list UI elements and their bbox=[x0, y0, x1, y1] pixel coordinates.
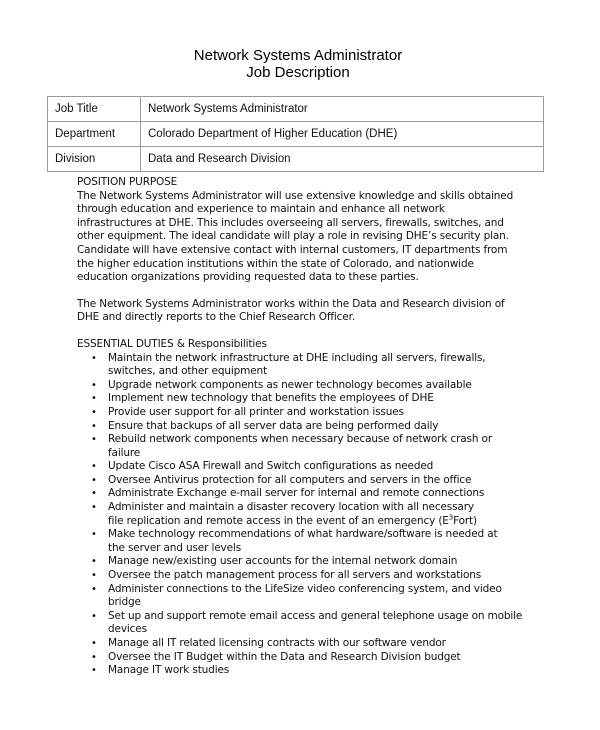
superscript-three: 3 bbox=[448, 513, 454, 522]
list-item bbox=[77, 664, 557, 678]
bullet-icon: • bbox=[91, 420, 97, 432]
table-row bbox=[48, 147, 544, 172]
duty-text: Upgrade network components as newer technology becomes available bbox=[108, 378, 472, 391]
job-info-table bbox=[47, 96, 544, 172]
duty-text: Maintain the network infrastructure at DHE including all servers, firewalls, switches, and other equipment bbox=[108, 351, 486, 378]
document-body bbox=[77, 176, 557, 678]
duty-text: Ensure that backups of all server data are being performed daily bbox=[108, 419, 439, 432]
bullet-icon: • bbox=[91, 406, 97, 418]
bullet-icon: • bbox=[91, 379, 97, 391]
title-line-2: Job Description bbox=[246, 64, 350, 81]
bullet-icon: • bbox=[91, 651, 97, 663]
job-title-label: Job Title bbox=[48, 97, 141, 122]
duty-text: Provide user support for all printer and workstation issues bbox=[108, 405, 404, 418]
document-title bbox=[0, 47, 596, 81]
duty-text: Rebuild network components when necessary because of network crash or failure bbox=[108, 433, 492, 459]
bullet-icon: • bbox=[91, 461, 97, 473]
duty-text: Manage all IT related licensing contracts with our software vendor bbox=[108, 637, 446, 649]
duties-list bbox=[77, 352, 557, 678]
table-row bbox=[48, 97, 544, 122]
list-item bbox=[77, 583, 557, 610]
title-line-1: Network Systems Administrator bbox=[193, 47, 403, 64]
list-item bbox=[77, 420, 557, 434]
duty-text: Manage IT work studies bbox=[108, 664, 230, 677]
list-item bbox=[77, 433, 557, 460]
bullet-icon: • bbox=[91, 434, 97, 446]
duty-text-suffix: Fort) bbox=[453, 514, 477, 527]
list-item bbox=[77, 555, 557, 569]
list-item bbox=[77, 528, 557, 555]
bullet-icon: • bbox=[91, 393, 97, 405]
table-row bbox=[48, 122, 544, 147]
reporting-paragraph: The Network Systems Administrator works within the Data and Research division of DHE and directly reports to the Chief Research Officer. bbox=[77, 297, 505, 324]
list-item bbox=[77, 460, 557, 474]
bullet-icon: • bbox=[91, 474, 97, 486]
list-item bbox=[77, 637, 557, 651]
department-value: Colorado Department of Higher Education (DHE) bbox=[141, 122, 544, 147]
division-label: Division bbox=[48, 147, 141, 172]
job-title-value: Network Systems Administrator bbox=[141, 97, 544, 122]
position-purpose-paragraph: The Network Systems Administrator will use extensive knowledge and skills obtained through education and experience to maintain and enhance all network infrastructures at DHE. This includes overseeing all servers, firewalls, switches, and other equipment. The ideal candidate will play a role in revising DHE’s security plan. Candidate will have extensive contact with internal customers, IT departments from the higher education institutions within the state of Colorado, and nationwide education organizations providing requested data to these parties. bbox=[77, 189, 514, 284]
duty-text: Implement new technology that benefits the employees of DHE bbox=[108, 392, 434, 405]
duty-text: Oversee the patch management process for all servers and workstations bbox=[108, 569, 482, 582]
duty-text: Update Cisco ASA Firewall and Switch configurations as needed bbox=[108, 460, 434, 473]
bullet-icon: • bbox=[91, 583, 97, 595]
division-value: Data and Research Division bbox=[141, 147, 544, 172]
bullet-icon: • bbox=[91, 570, 97, 582]
bullet-icon: • bbox=[91, 665, 97, 677]
duties-heading: ESSENTIAL DUTIES & Responsibilities bbox=[77, 337, 267, 350]
list-item bbox=[77, 474, 557, 488]
duty-text: Make technology recommendations of what hardware/software is needed at the server and user levels bbox=[108, 528, 498, 554]
duty-text: Oversee Antivirus protection for all computers and servers in the office bbox=[108, 473, 472, 486]
duty-text: Administer and maintain a disaster recovery location with all necessary file replication and remote access in the event of an emergency (E bbox=[108, 501, 474, 527]
department-label: Department bbox=[48, 122, 141, 147]
bullet-icon: • bbox=[91, 556, 97, 568]
duty-text: Set up and support remote email access and general telephone usage on mobile devices bbox=[108, 609, 523, 636]
bullet-icon: • bbox=[91, 610, 97, 622]
list-item bbox=[77, 352, 557, 379]
duty-text: Manage new/existing user accounts for the internal network domain bbox=[108, 555, 458, 568]
list-item bbox=[77, 651, 557, 665]
bullet-icon: • bbox=[91, 502, 97, 514]
duty-text: Oversee the IT Budget within the Data and Research Division budget bbox=[108, 650, 461, 663]
list-item bbox=[77, 379, 557, 393]
bullet-icon: • bbox=[91, 352, 97, 364]
bullet-icon: • bbox=[91, 529, 97, 541]
list-item bbox=[77, 487, 557, 501]
list-item bbox=[77, 501, 557, 528]
position-purpose-heading: POSITION PURPOSE bbox=[77, 176, 178, 188]
list-item bbox=[77, 406, 557, 420]
list-item bbox=[77, 610, 557, 637]
bullet-icon: • bbox=[91, 488, 97, 500]
list-item bbox=[77, 569, 557, 583]
list-item bbox=[77, 392, 557, 406]
duty-text: Administer connections to the LifeSize video conferencing system, and video bridge bbox=[108, 582, 502, 609]
duty-text: Administrate Exchange e-mail server for internal and remote connections bbox=[108, 487, 485, 500]
bullet-icon: • bbox=[91, 638, 97, 649]
